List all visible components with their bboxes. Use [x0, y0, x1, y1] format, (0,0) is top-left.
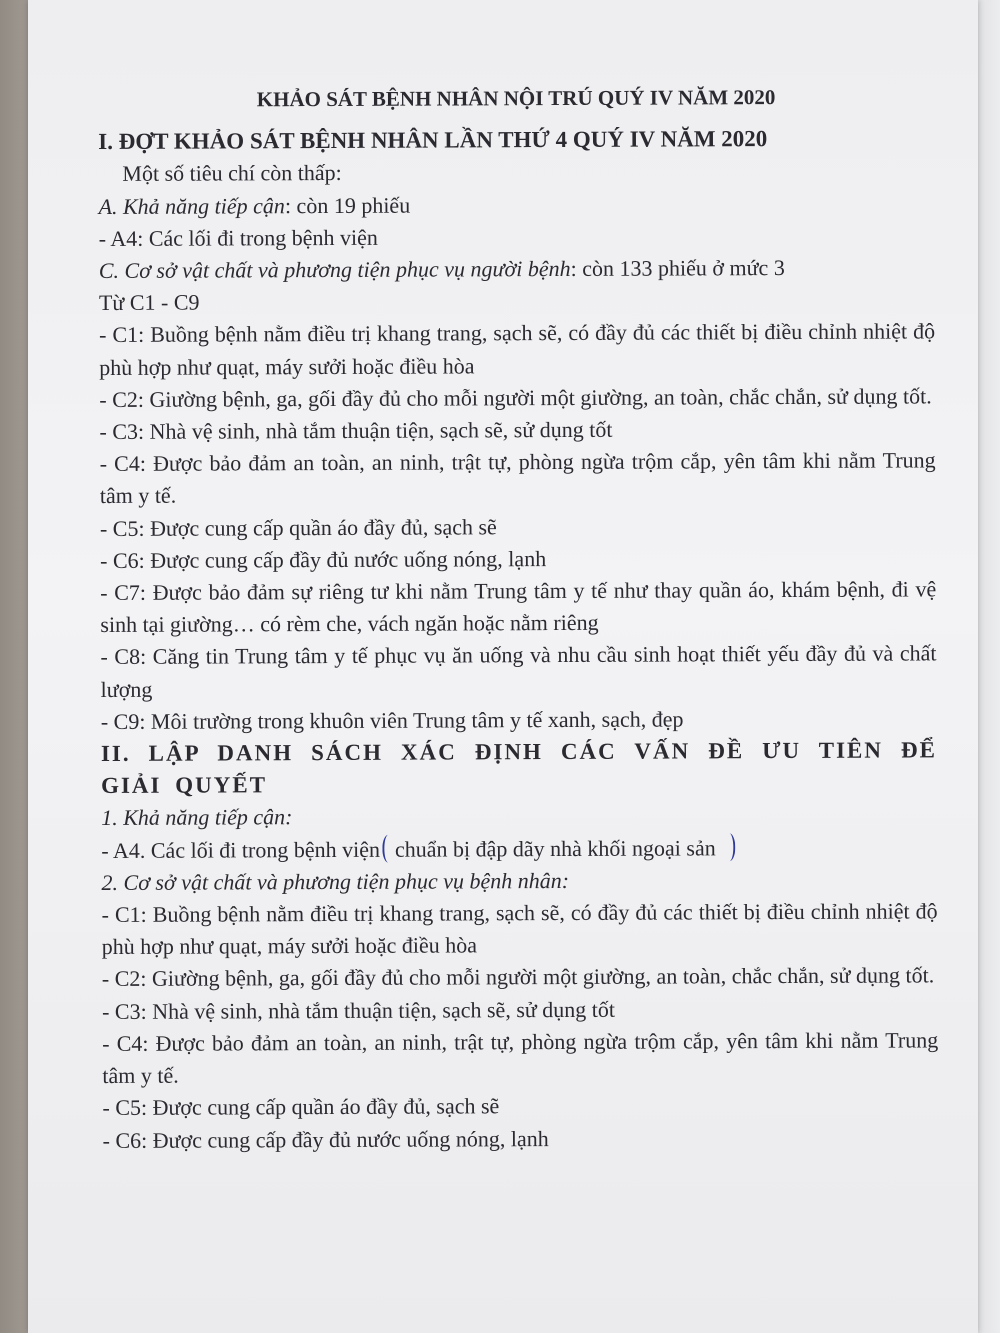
- handwritten-open-paren: [382, 834, 394, 862]
- section2-item-c6: - C6: Được cung cấp đầy đủ nước uống nóng, lạnh: [102, 1125, 549, 1153]
- section1-item-c8: - C8: Căng tin Trung tâm y tế phục vụ ăn uống và nhu cầu sinh hoạt thiết yếu đầy đủ và chất lượng: [100, 640, 937, 702]
- section1-item-c9: - C9: Môi trường trong khuôn viên Trung tâm y tế xanh, sạch, đẹp: [100, 706, 684, 734]
- section2-sub2: 2. Cơ sở vật chất và phương tiện phục vụ bệnh nhân:: [101, 867, 570, 895]
- section1-a4: - A4: Các lối đi trong bệnh viện: [98, 224, 378, 251]
- section1-item-c7: - C7: Được bảo đảm sự riêng tư khi nằm Trung tâm y tế như thay quần áo, khám bệnh, đi vệ sinh tại giường… có rèm che, vách ngăn hoặc nằm riêng: [100, 576, 937, 638]
- section1-c-rest: : còn 133 phiếu ở mức 3: [570, 255, 785, 281]
- section1-item-c1: - C1: Buồng bệnh nằm điều trị khang trang, sạch sẽ, có đầy đủ các thiết bị điều chỉnh nhiệt độ phù hợp như quạt, máy sưởi hoặc điều hòa: [99, 318, 936, 380]
- section1-a-line: [98, 187, 934, 223]
- section2-heading: II. LẬP DANH SÁCH XÁC ĐỊNH CÁC VẤN ĐỀ ƯU TIÊN ĐỂ GIẢI QUYẾT: [100, 737, 937, 799]
- section1-intro: Một số tiêu chí còn thấp:: [122, 160, 342, 187]
- section2-a4-line: [101, 831, 937, 867]
- section2-a4-handwritten: chuẩn bị đập dãy nhà khối ngoại sản: [394, 834, 716, 862]
- section1-a-label: A. Khả năng tiếp cận: [98, 192, 285, 219]
- section1-heading: I. ĐỢT KHẢO SÁT BỆNH NHÂN LẦN THỨ 4 QUÝ IV NĂM 2020: [98, 126, 768, 155]
- section1-item-c2: - C2: Giường bệnh, ga, gối đầy đủ cho mỗi người một giường, an toàn, chắc chắn, sử dụng tốt.: [99, 383, 932, 412]
- section2-item-c5: - C5: Được cung cấp quần áo đầy đủ, sạch sẽ: [102, 1093, 500, 1121]
- section1-c-label: C. Cơ sở vật chất và phương tiện phục vụ người bệnh: [98, 255, 571, 284]
- section2-sub1: 1. Khả năng tiếp cận:: [101, 804, 293, 831]
- section2-item-c4: - C4: Được bảo đảm an toàn, an ninh, trật tự, phòng ngừa trộm cắp, yên tâm khi nằm Trung tâm y tế.: [102, 1027, 939, 1089]
- section2-item-c3: - C3: Nhà vệ sinh, nhà tắm thuận tiện, sạch sẽ, sử dụng tốt: [101, 996, 616, 1024]
- document-body: [98, 80, 939, 1156]
- section1-a-rest: : còn 19 phiếu: [284, 192, 411, 218]
- paper-sheet: [28, 0, 978, 1333]
- section1-item-c4: - C4: Được bảo đảm an toàn, an ninh, trật tự, phòng ngừa trộm cắp, yên tâm khi nằm Trung tâm y tế.: [99, 447, 936, 509]
- section2-a4-text: - A4. Các lối đi trong bệnh viện: [101, 836, 381, 863]
- section1-c-line: [99, 251, 935, 287]
- section1-item-c5: - C5: Được cung cấp quần áo đầy đủ, sạch sẽ: [99, 513, 497, 541]
- section1-item-c3: - C3: Nhà vệ sinh, nhà tắm thuận tiện, sạch sẽ, sử dụng tốt: [99, 416, 613, 445]
- section1-item-c6: - C6: Được cung cấp đầy đủ nước uống nóng, lạnh: [100, 545, 547, 573]
- document-title: KHẢO SÁT BỆNH NHÂN NỘI TRÚ QUÝ IV NĂM 2020: [256, 85, 776, 112]
- section1-range: Từ C1 - C9: [98, 289, 200, 316]
- handwritten-close-paren: [724, 833, 736, 861]
- section2-item-c1: - C1: Buồng bệnh nằm điều trị khang trang, sạch sẽ, có đầy đủ các thiết bị điều chỉnh nhiệt độ phù hợp như quạt, máy sưởi hoặc điều hòa: [101, 898, 938, 960]
- section2-item-c2: - C2: Giường bệnh, ga, gối đầy đủ cho mỗi người một giường, an toàn, chắc chắn, sử dụng tốt.: [101, 962, 935, 992]
